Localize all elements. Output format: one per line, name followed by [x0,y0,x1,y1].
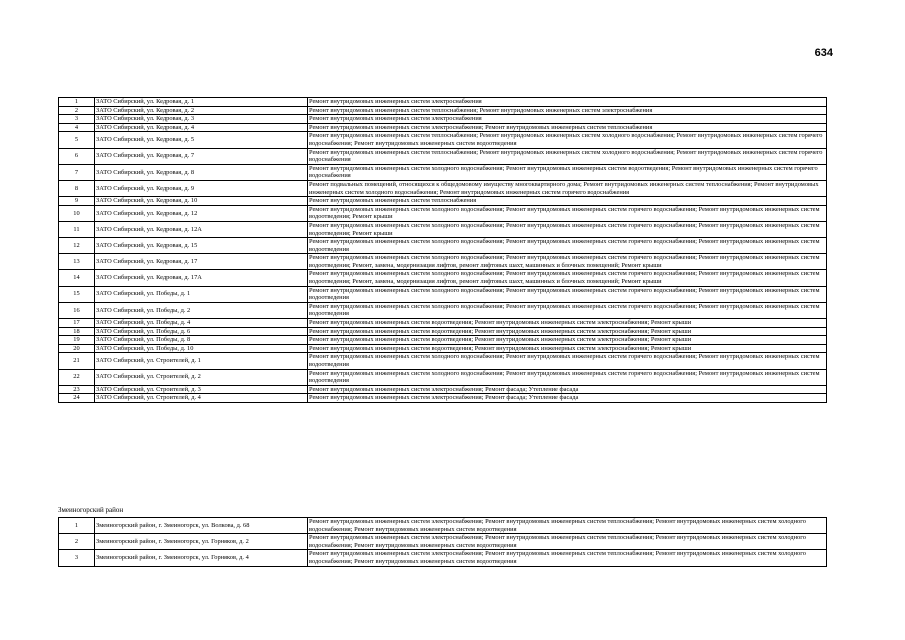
row-address: ЗАТО Сибирский, ул. Победы, д. 10 [95,344,308,353]
row-works: Ремонт внутридомовых инженерных систем теплоснабжения [308,197,827,206]
row-address: ЗАТО Сибирский, ул. Кедровая, д. 10 [95,197,308,206]
row-number: 14 [59,270,95,286]
page-number: 634 [814,47,833,59]
row-number: 18 [59,327,95,336]
row-address: ЗАТО Сибирский, ул. Строителей, д. 4 [95,394,308,403]
row-works: Ремонт внутридомовых инженерных систем холодного водоснабжения; Ремонт внутридомовых инженерных систем горячего водоснабжения; Ремонт внутридомовых инженерных систем водоотведения; Ремонт, замена, модернизация лифтов, ремонт лифтовых шахт, машинных и блочных помещений; Ремонт крыши [308,270,827,286]
row-number: 20 [59,344,95,353]
row-number: 6 [59,148,95,164]
row-works: Ремонт внутридомовых инженерных систем электроснабжения; Ремонт внутридомовых инженерных систем теплоснабжения; Ремонт внутридомовых инженерных систем холодного водоснабжения; Ремонт внутридомовых инженерных систем водоотведения [308,518,827,534]
row-works: Ремонт внутридомовых инженерных систем холодного водоснабжения; Ремонт внутридомовых инженерных систем горячего водоснабжения; Ремонт внутридомовых инженерных систем водоотведения [308,369,827,385]
row-works: Ремонт внутридомовых инженерных систем электроснабжения; Ремонт внутридомовых инженерных систем теплоснабжения [308,123,827,132]
row-works: Ремонт внутридомовых инженерных систем холодного водоснабжения; Ремонт внутридомовых инженерных систем горячего водоснабжения; Ремонт внутридомовых инженерных систем водоотведения [308,238,827,254]
row-address: ЗАТО Сибирский, ул. Кедровая, д. 9 [95,180,308,196]
table-row [59,254,827,270]
table-row [59,115,827,124]
row-address: ЗАТО Сибирский, ул. Победы, д. 6 [95,327,308,336]
table-row [59,132,827,148]
row-address: ЗАТО Сибирский, ул. Кедровая, д. 15 [95,238,308,254]
row-number: 4 [59,123,95,132]
row-address: ЗАТО Сибирский, ул. Победы, д. 2 [95,302,308,318]
row-works: Ремонт внутридомовых инженерных систем электроснабжения; Ремонт внутридомовых инженерных систем теплоснабжения; Ремонт внутридомовых инженерных систем холодного водоснабжения; Ремонт внутридомовых инженерных систем водоотведения [308,534,827,550]
row-address: ЗАТО Сибирский, ул. Кедровая, д. 8 [95,164,308,180]
row-number: 8 [59,180,95,196]
table-row [59,197,827,206]
row-address: ЗАТО Сибирский, ул. Кедровая, д. 3 [95,115,308,124]
table-row [59,106,827,115]
table-row [59,327,827,336]
row-number: 2 [59,106,95,115]
row-works: Ремонт внутридомовых инженерных систем теплоснабжения; Ремонт внутридомовых инженерных систем холодного водоснабжения; Ремонт внутридомовых инженерных систем горячего водоснабжения; Ремонт внутридомовых инженерных систем водоотведения [308,132,827,148]
table-row [59,205,827,221]
row-number: 1 [59,98,95,107]
table-row [59,270,827,286]
row-works: Ремонт внутридомовых инженерных систем холодного водоснабжения; Ремонт внутридомовых инженерных систем горячего водоснабжения; Ремонт внутридомовых инженерных систем водоотведения; Ремонт крыши [308,205,827,221]
row-works: Ремонт внутридомовых инженерных систем водоотведения; Ремонт внутридомовых инженерных систем электроснабжения; Ремонт крыши [308,327,827,336]
row-number: 15 [59,286,95,302]
row-number: 3 [59,115,95,124]
row-works: Ремонт внутридомовых инженерных систем холодного водоснабжения; Ремонт внутридомовых инженерных систем горячего водоснабжения; Ремонт внутридомовых инженерных систем водоотведения [308,286,827,302]
work-table-zmeinogorsk [58,517,827,567]
row-address: ЗАТО Сибирский, ул. Победы, д. 1 [95,286,308,302]
section-title: Змеиногорский район [58,506,124,514]
row-works: Ремонт внутридомовых инженерных систем теплоснабжения; Ремонт внутридомовых инженерных систем холодного водоснабжения; Ремонт внутридомовых инженерных систем горячего водоснабжения [308,148,827,164]
table-row [59,286,827,302]
row-address: ЗАТО Сибирский, ул. Победы, д. 8 [95,336,308,345]
row-address: Змеиногорский район, г. Змеиногорск, ул. Волкова, д. 68 [95,518,308,534]
row-address: ЗАТО Сибирский, ул. Кедровая, д. 1 [95,98,308,107]
row-works: Ремонт внутридомовых инженерных систем электроснабжения [308,115,827,124]
row-address: ЗАТО Сибирский, ул. Кедровая, д. 17А [95,270,308,286]
row-works: Ремонт внутридомовых инженерных систем водоотведения; Ремонт внутридомовых инженерных систем электроснабжения; Ремонт крыши [308,319,827,328]
table-row [59,344,827,353]
row-number: 24 [59,394,95,403]
table-row [59,123,827,132]
table-row [59,98,827,107]
row-address: ЗАТО Сибирский, ул. Кедровая, д. 2 [95,106,308,115]
row-works: Ремонт внутридомовых инженерных систем водоотведения; Ремонт внутридомовых инженерных систем электроснабжения; Ремонт крыши [308,344,827,353]
row-number: 9 [59,197,95,206]
row-address: ЗАТО Сибирский, ул. Кедровая, д. 4 [95,123,308,132]
row-number: 22 [59,369,95,385]
row-address: ЗАТО Сибирский, ул. Кедровая, д. 7 [95,148,308,164]
row-works: Ремонт внутридомовых инженерных систем холодного водоснабжения; Ремонт внутридомовых инженерных систем горячего водоснабжения; Ремонт внутридомовых инженерных систем водоотведения [308,302,827,318]
row-address: ЗАТО Сибирский, ул. Кедровая, д. 12 [95,205,308,221]
row-address: ЗАТО Сибирский, ул. Победы, д. 4 [95,319,308,328]
row-number: 10 [59,205,95,221]
row-number: 5 [59,132,95,148]
row-works: Ремонт внутридомовых инженерных систем холодного водоснабжения; Ремонт внутридомовых инженерных систем горячего водоснабжения; Ремонт внутридомовых инженерных систем водоотведения; Ремонт, замена, модернизация лифтов, ремонт лифтовых шахт, машинных и блочных помещений; Ремонт крыши [308,254,827,270]
row-works: Ремонт внутридомовых инженерных систем холодного водоснабжения; Ремонт внутридомовых инженерных систем горячего водоснабжения; Ремонт внутридомовых инженерных систем водоотведения [308,353,827,369]
table-row [59,550,827,566]
row-works: Ремонт внутридомовых инженерных систем холодного водоснабжения; Ремонт внутридомовых инженерных систем горячего водоснабжения; Ремонт внутридомовых инженерных систем водоотведения; Ремонт крыши [308,221,827,237]
table-row [59,148,827,164]
row-address: ЗАТО Сибирский, ул. Строителей, д. 2 [95,369,308,385]
row-number: 13 [59,254,95,270]
row-number: 11 [59,221,95,237]
row-address: ЗАТО Сибирский, ул. Кедровая, д. 17 [95,254,308,270]
table-row [59,164,827,180]
row-works: Ремонт внутридомовых инженерных систем электроснабжения; Ремонт фасада; Утепление фасада [308,394,827,403]
row-number: 21 [59,353,95,369]
row-address: ЗАТО Сибирский, ул. Кедровая, д. 12А [95,221,308,237]
row-address: ЗАТО Сибирский, ул. Строителей, д. 1 [95,353,308,369]
row-address: Змеиногорский район, г. Змеиногорск, ул. Горняков, д. 2 [95,534,308,550]
table-row [59,518,827,534]
table-row [59,319,827,328]
row-works: Ремонт подвальных помещений, относящихся к общедомовому имуществу многоквартирного дома; Ремонт внутридомовых инженерных систем теплоснабжения; Ремонт внутридомовых инженерных систем холодного водоснабжения; Ремонт внутридомовых инженерных систем горячего водоснабжения [308,180,827,196]
table-row [59,385,827,394]
table-row [59,369,827,385]
row-number: 3 [59,550,95,566]
row-number: 2 [59,534,95,550]
table-row [59,394,827,403]
table-row [59,336,827,345]
row-number: 7 [59,164,95,180]
row-address: ЗАТО Сибирский, ул. Строителей, д. 3 [95,385,308,394]
table-row [59,534,827,550]
work-table [58,97,827,403]
row-number: 12 [59,238,95,254]
row-address: Змеиногорский район, г. Змеиногорск, ул. Горняков, д. 4 [95,550,308,566]
row-works: Ремонт внутридомовых инженерных систем холодного водоснабжения; Ремонт внутридомовых инженерных систем водоотведения; Ремонт внутридомовых инженерных систем горячего водоснабжения [308,164,827,180]
row-number: 16 [59,302,95,318]
table-row [59,238,827,254]
row-works: Ремонт внутридомовых инженерных систем электроснабжения; Ремонт внутридомовых инженерных систем теплоснабжения; Ремонт внутридомовых инженерных систем холодного водоснабжения; Ремонт внутридомовых инженерных систем водоотведения [308,550,827,566]
table-row [59,221,827,237]
row-number: 23 [59,385,95,394]
row-number: 1 [59,518,95,534]
row-address: ЗАТО Сибирский, ул. Кедровая, д. 5 [95,132,308,148]
row-works: Ремонт внутридомовых инженерных систем электроснабжения; Ремонт фасада; Утепление фасада [308,385,827,394]
row-works: Ремонт внутридомовых инженерных систем теплоснабжения; Ремонт внутридомовых инженерных систем электроснабжения [308,106,827,115]
row-works: Ремонт внутридомовых инженерных систем водоотведения; Ремонт внутридомовых инженерных систем электроснабжения; Ремонт крыши [308,336,827,345]
table-row [59,302,827,318]
row-number: 17 [59,319,95,328]
row-works: Ремонт внутридомовых инженерных систем электроснабжения [308,98,827,107]
table-row [59,180,827,196]
table-row [59,353,827,369]
row-number: 19 [59,336,95,345]
